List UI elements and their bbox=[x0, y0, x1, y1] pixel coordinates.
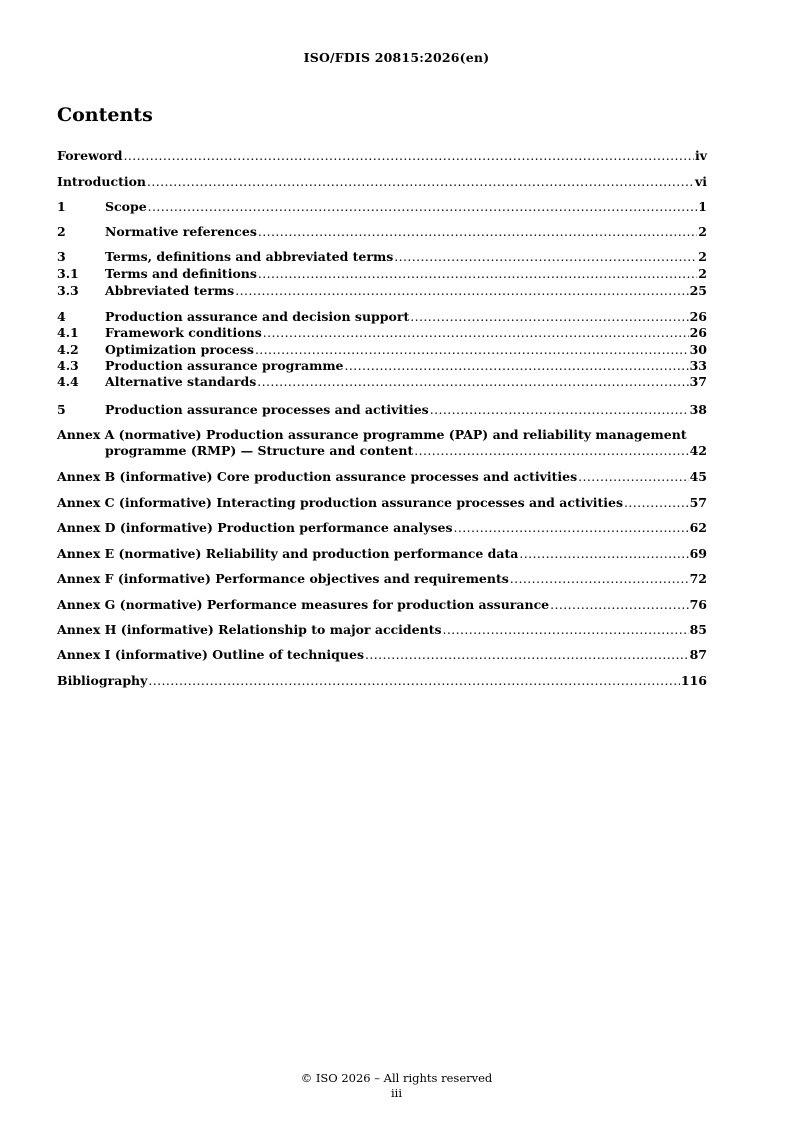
document-id-header: ISO/FDIS 20815:2026(en) bbox=[303, 50, 490, 65]
toc-page-number: vi bbox=[694, 174, 707, 189]
toc-page-number: 42 bbox=[689, 443, 707, 458]
dot-leader bbox=[258, 224, 697, 240]
dot-leader bbox=[235, 283, 688, 299]
toc-number: 2 bbox=[57, 224, 66, 239]
toc-entry-foreword[interactable] bbox=[57, 148, 707, 164]
dot-leader bbox=[414, 443, 688, 459]
toc-page-number: 116 bbox=[680, 673, 707, 688]
toc-page-number: 85 bbox=[689, 622, 707, 637]
toc-label: Annex C (informative) Interacting production assurance processes and activities bbox=[57, 495, 624, 510]
toc-page-number: 26 bbox=[689, 309, 707, 324]
toc-entry-annex-c[interactable] bbox=[57, 495, 707, 511]
toc-page-number: 69 bbox=[689, 546, 707, 561]
toc-page-number: 57 bbox=[689, 495, 707, 510]
toc-page-number: 26 bbox=[689, 325, 707, 340]
toc-entry-annex-i[interactable] bbox=[57, 647, 707, 663]
toc-entry-section-4-1[interactable] bbox=[57, 325, 707, 341]
dot-leader bbox=[255, 342, 689, 358]
dot-leader bbox=[624, 495, 689, 511]
dot-leader bbox=[148, 199, 698, 215]
toc-entry-annex-h[interactable] bbox=[57, 622, 707, 638]
dot-leader bbox=[550, 597, 688, 613]
dot-leader bbox=[510, 571, 689, 587]
toc-number: 4.1 bbox=[57, 325, 79, 340]
toc-page-number: 2 bbox=[698, 224, 707, 239]
toc-page-number: 30 bbox=[689, 342, 707, 357]
toc-label: Annex E (normative) Reliability and production performance data bbox=[57, 546, 519, 561]
dot-leader bbox=[410, 309, 688, 325]
toc-page-number: 45 bbox=[689, 469, 707, 484]
copyright-notice: © ISO 2026 – All rights reserved bbox=[300, 1071, 493, 1085]
toc-page-number: iv bbox=[694, 148, 707, 163]
toc-page-number: 1 bbox=[698, 199, 707, 214]
dot-leader bbox=[345, 358, 689, 374]
toc-label: Terms and definitions bbox=[105, 266, 257, 281]
dot-leader bbox=[443, 622, 689, 638]
toc-number: 4 bbox=[57, 309, 66, 324]
toc-entry-introduction[interactable] bbox=[57, 174, 707, 190]
toc-label: Production assurance and decision support bbox=[105, 309, 410, 324]
toc-page-number: 33 bbox=[689, 358, 707, 373]
toc-entry-annex-f[interactable] bbox=[57, 571, 707, 587]
toc-entry-annex-a[interactable] bbox=[57, 427, 707, 459]
toc-number: 5 bbox=[57, 402, 66, 417]
toc-number: 4.3 bbox=[57, 358, 79, 373]
toc-number: 3 bbox=[57, 249, 66, 264]
dot-leader bbox=[263, 325, 689, 341]
toc-entry-section-4[interactable] bbox=[57, 309, 707, 325]
dot-leader bbox=[124, 148, 694, 164]
toc-label: Annex D (informative) Production performance analyses bbox=[57, 520, 453, 535]
toc-entry-bibliography[interactable] bbox=[57, 673, 707, 689]
dot-leader bbox=[148, 673, 680, 689]
toc-label: Production assurance processes and activities bbox=[105, 402, 429, 417]
toc-number: 3.3 bbox=[57, 283, 79, 298]
toc-page-number: 25 bbox=[689, 283, 707, 298]
toc-number: 1 bbox=[57, 199, 66, 214]
toc-label-second-line: programme (RMP) — Structure and content bbox=[105, 443, 414, 458]
toc-label: Production assurance programme bbox=[105, 358, 344, 373]
toc-entry-section-4-3[interactable] bbox=[57, 358, 707, 374]
toc-entry-section-4-2[interactable] bbox=[57, 342, 707, 358]
toc-entry-section-2[interactable] bbox=[57, 224, 707, 240]
toc-page-number: 38 bbox=[689, 402, 707, 417]
toc-label: Annex F (informative) Performance objectives and requirements bbox=[57, 571, 509, 586]
toc-label: Alternative standards bbox=[105, 374, 257, 389]
dot-leader bbox=[258, 266, 697, 282]
toc-page-number: 62 bbox=[689, 520, 707, 535]
dot-leader bbox=[430, 402, 689, 418]
toc-label: Annex B (informative) Core production assurance processes and activities bbox=[57, 469, 578, 484]
toc-entry-section-1[interactable] bbox=[57, 199, 707, 215]
toc-label: Bibliography bbox=[57, 673, 148, 688]
toc-page-number: 76 bbox=[689, 597, 707, 612]
toc-label: Framework conditions bbox=[105, 325, 262, 340]
toc-entry-section-4-4[interactable] bbox=[57, 374, 707, 390]
toc-label-first-line: Annex A (normative) Production assurance programme (PAP) and reliability management bbox=[57, 427, 687, 442]
toc-entry-annex-d[interactable] bbox=[57, 520, 707, 536]
toc-entry-section-3-3[interactable] bbox=[57, 283, 707, 299]
toc-label: Normative references bbox=[105, 224, 257, 239]
toc-page-number: 2 bbox=[698, 266, 707, 281]
dot-leader bbox=[394, 249, 697, 265]
toc-entry-section-3-1[interactable] bbox=[57, 266, 707, 282]
toc-number: 4.4 bbox=[57, 374, 79, 389]
toc-label: Introduction bbox=[57, 174, 147, 189]
dot-leader bbox=[578, 469, 688, 485]
toc-entry-annex-g[interactable] bbox=[57, 597, 707, 613]
toc-number: 4.2 bbox=[57, 342, 79, 357]
dot-leader bbox=[454, 520, 689, 536]
dot-leader bbox=[147, 174, 694, 190]
toc-entry-section-5[interactable] bbox=[57, 402, 707, 418]
toc-label: Foreword bbox=[57, 148, 123, 163]
toc-entry-section-3[interactable] bbox=[57, 249, 707, 265]
page-title: Contents bbox=[57, 104, 153, 126]
dot-leader bbox=[519, 546, 688, 562]
toc-page-number: 37 bbox=[689, 374, 707, 389]
page-number: iii bbox=[390, 1086, 403, 1100]
toc-label: Annex I (informative) Outline of techniques bbox=[57, 647, 365, 662]
toc-label: Optimization process bbox=[105, 342, 254, 357]
toc-number: 3.1 bbox=[57, 266, 79, 281]
toc-label: Abbreviated terms bbox=[105, 283, 235, 298]
toc-page-number: 87 bbox=[689, 647, 707, 662]
dot-leader bbox=[365, 647, 689, 663]
toc-entry-annex-b[interactable] bbox=[57, 469, 707, 485]
dot-leader bbox=[257, 374, 688, 390]
toc-label: Scope bbox=[105, 199, 147, 214]
toc-entry-annex-e[interactable] bbox=[57, 546, 707, 562]
toc-label: Annex G (normative) Performance measures for production assurance bbox=[57, 597, 550, 612]
toc-page-number: 72 bbox=[689, 571, 707, 586]
toc-page-number: 2 bbox=[698, 249, 707, 264]
toc-label: Terms, definitions and abbreviated terms bbox=[105, 249, 394, 264]
toc-label: Annex H (informative) Relationship to major accidents bbox=[57, 622, 442, 637]
